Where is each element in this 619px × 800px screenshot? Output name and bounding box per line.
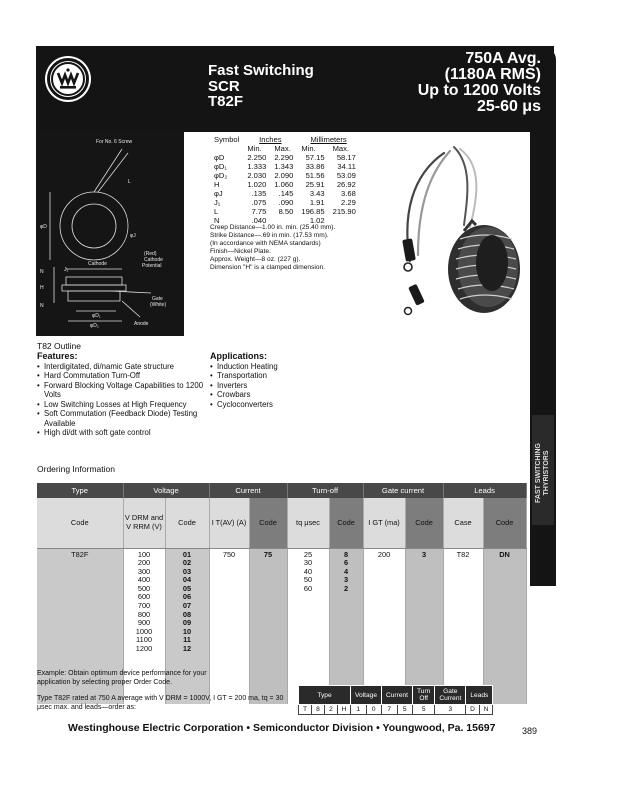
example-order-code-table xyxy=(298,685,493,715)
ordering-heading: Ordering Information xyxy=(37,464,115,474)
dimensions-table xyxy=(210,135,360,225)
westinghouse-logo-icon xyxy=(47,58,89,100)
outline-drawing xyxy=(36,131,184,336)
drawing-label-phi-j: φJ xyxy=(130,233,136,239)
current-code: 75 xyxy=(249,548,287,704)
sub-leads-code: Code xyxy=(483,498,526,548)
dim-row: φD₁ 1.333 1.343 33.86 34.11 xyxy=(214,162,356,171)
mini-header-type: Type xyxy=(299,686,351,705)
group-turnoff: Turn-off xyxy=(287,483,363,498)
mini-header-current: Current xyxy=(382,686,413,705)
sub-current-code: Code xyxy=(249,498,287,548)
drawing-label-l: L xyxy=(128,179,131,185)
drawing-label-phi-d1: φD₁ xyxy=(92,313,101,319)
sub-gate-code: Code xyxy=(405,498,443,548)
voltage-list: 100 200 300 400 500 600 700 800 900 1000 1100 1200 xyxy=(123,548,165,704)
feature-item: • Hard Commutation Turn-Off xyxy=(37,371,207,381)
sub-gate-current: I GT (ma) xyxy=(363,498,405,548)
application-item: • Cycloconverters xyxy=(210,400,278,410)
drawing-label-cathode-2: Cathode xyxy=(88,261,107,267)
product-line-2: SCR xyxy=(208,78,240,95)
gate-current-value: 200 xyxy=(363,548,405,704)
sub-type-code: Code xyxy=(37,498,123,548)
mini-header-voltage: Voltage xyxy=(351,686,382,705)
outline-caption: T82 Outline xyxy=(37,341,81,351)
tq-list: 25 30 40 50 60 xyxy=(287,548,329,704)
dim-sub-max: Max. xyxy=(274,144,291,153)
sub-current-rating: I T(AV) (A) xyxy=(209,498,249,548)
dim-row: N .040 1.02 xyxy=(214,216,325,225)
dimension-notes: Creep Distance—1.00 in. min. (25.40 mm). Strike Distance—.69 in min. (17.53 mm). (In accordance with NEMA standards) Finish—Nickel Plate. Approx. Weight—8 oz. (227 g). Dimension "H" is a clamped dimension. xyxy=(210,224,336,271)
tq-code-list: 8 6 4 3 2 xyxy=(329,548,363,704)
spec-average-current: 750A Avg. xyxy=(465,50,541,67)
feature-item: • Interdigitated, di/namic Gate structure xyxy=(37,362,207,372)
group-type: Type xyxy=(37,483,123,498)
current-value: 750 xyxy=(209,548,249,704)
dim-header-mm: Millimeters xyxy=(310,135,347,144)
footer-separator: • xyxy=(376,722,380,734)
application-item: • Transportation xyxy=(210,371,278,381)
example-text: Example: Obtain optimum device performance for your application by selecting proper Order Code. xyxy=(37,670,207,686)
product-line-3: T82F xyxy=(208,93,244,110)
footer-location: Youngwood, Pa. 15697 xyxy=(382,722,496,734)
spec-rms-current: (1180A RMS) xyxy=(444,66,541,83)
feature-item: • Soft Commutation (Feedback Diode) Testing Available xyxy=(37,409,207,428)
drawing-label-cathode-1: Cathode xyxy=(144,257,163,263)
dim-header-symbol: Symbol xyxy=(214,135,240,144)
feature-item: • Low Switching Losses at High Frequency xyxy=(37,400,207,410)
application-item: • Crowbars xyxy=(210,390,278,400)
drawing-label-anode: Anode xyxy=(134,321,149,327)
drawing-label-white: (White) xyxy=(150,302,167,308)
applications-section xyxy=(210,352,278,409)
feature-item: • High di/dt with soft gate control xyxy=(37,428,207,438)
sub-tq: tq μsec xyxy=(287,498,329,548)
group-gate-current: Gate current xyxy=(363,483,443,498)
group-leads: Leads xyxy=(443,483,526,498)
sub-tq-code: Code xyxy=(329,498,363,548)
dim-sub-max: Max. xyxy=(332,144,350,153)
page-number: 389 xyxy=(522,726,538,736)
dim-sub-min: Min. xyxy=(247,144,262,153)
gate-current-code: 3 xyxy=(405,548,443,704)
mini-header-gate: Gate Current xyxy=(435,686,466,705)
application-item: • Induction Heating xyxy=(210,362,278,372)
application-item: • Inverters xyxy=(210,381,278,391)
drawing-label-phi-d2: φD₂ xyxy=(90,323,99,329)
dim-row: φJ .135 .145 3.43 3.68 xyxy=(214,189,356,198)
mini-code-row: T 8 2 H 1 0 7 5 5 3 D N xyxy=(299,705,493,715)
footer xyxy=(68,722,495,734)
drawing-label-potential: Potential xyxy=(142,263,162,269)
group-voltage: Voltage xyxy=(123,483,209,498)
drawing-label-phi-d: φD xyxy=(40,224,47,230)
dim-row: φD 2.250 2.290 57.15 58.17 xyxy=(214,153,356,162)
voltage-code-list: 01 02 03 04 05 06 07 08 09 10 11 12 xyxy=(165,548,209,704)
spec-voltage: Up to 1200 Volts xyxy=(417,82,541,99)
drawing-label-j1: J₁ xyxy=(64,267,69,273)
mini-header-turnoff: Turn Off xyxy=(413,686,435,705)
dim-row: L 7.75 8.50 196.85 215.90 xyxy=(214,207,356,216)
footer-separator: • xyxy=(246,722,251,734)
footer-division: Semiconductor Division xyxy=(252,722,374,734)
product-line-1: Fast Switching xyxy=(208,62,314,79)
dim-row: H 1.020 1.060 25.91 26.92 xyxy=(214,180,356,189)
drawing-label-n-bottom: N xyxy=(40,303,44,309)
type-code-cell: T82F xyxy=(37,548,123,704)
drawing-label-gate: Gate xyxy=(152,296,163,302)
drawing-label-n-top: N xyxy=(40,269,44,275)
section-side-tab: FAST SWITCHING THYRISTORS xyxy=(532,415,554,525)
drawing-label-red: (Red) xyxy=(144,251,157,257)
sub-voltage-code: Code xyxy=(165,498,209,548)
dim-sub-min: Min. xyxy=(301,144,316,153)
case-value: T82 xyxy=(443,548,483,704)
features-section xyxy=(37,352,207,438)
drawing-label-h: H xyxy=(40,285,44,291)
features-heading: Features: xyxy=(37,351,78,361)
footer-company: Westinghouse Electric Corporation xyxy=(68,722,244,734)
mini-header-leads: Leads xyxy=(466,686,493,705)
dim-row: φD₂ 2.030 2.090 51.56 53.09 xyxy=(214,171,356,180)
device-photo xyxy=(372,135,530,325)
applications-heading: Applications: xyxy=(210,351,268,361)
dim-header-inches: Inches xyxy=(259,135,282,144)
drawing-label-screw: For No. 6 Screw xyxy=(96,139,133,145)
feature-item: • Forward Blocking Voltage Capabilities to 1200 Volts xyxy=(37,381,207,400)
sub-voltage-rating: V DRM and V RRM (V) xyxy=(123,498,165,548)
dim-row: J₁ .075 .090 1.91 2.29 xyxy=(214,198,356,207)
sub-case: Case xyxy=(443,498,483,548)
example-order-text: Type T82F rated at 750 A average with V DRM = 1000V, I GT = 200 ma, tq = 30 μsec max. and leads—order as: xyxy=(37,695,284,711)
leads-code: DN xyxy=(483,548,526,704)
group-current: Current xyxy=(209,483,287,498)
spec-turnoff-time: 25-60 μs xyxy=(476,98,541,115)
